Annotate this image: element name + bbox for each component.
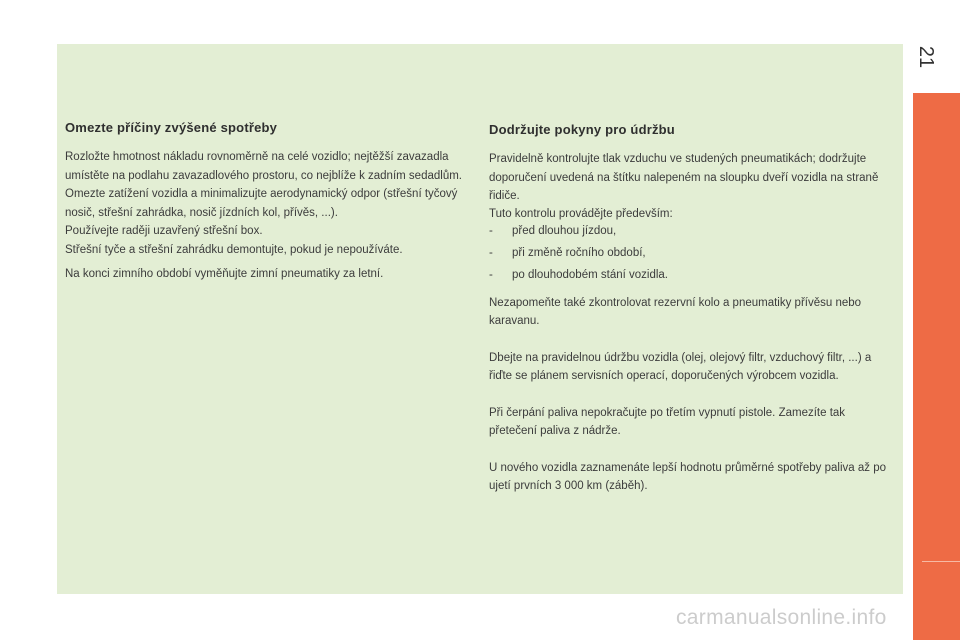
watermark: carmanualsonline.info xyxy=(676,606,887,629)
right-list-intro: Tuto kontrolu provádějte především: xyxy=(489,207,673,220)
dash-bullet: - xyxy=(489,246,493,259)
dash-bullet: - xyxy=(489,268,493,281)
right-heading: Dodržujte pokyny pro údržbu xyxy=(489,122,675,137)
check-list xyxy=(489,222,894,284)
left-heading: Omezte příčiny zvýšené spotřeby xyxy=(65,120,278,135)
right-paragraph: Dbejte na pravidelnou údržbu vozidla (olej, olejový filtr, vzduchový filtr, ...) a řiďte se plánem servisních operací, doporučených výrobcem vozidla. xyxy=(489,351,872,382)
page-number: 21 xyxy=(915,45,937,69)
left-paragraph: Používejte raději uzavřený střešní box. xyxy=(65,225,263,237)
right-paragraph: Nezapomeňte také zkontrolovat rezervní kolo a pneumatiky přívěsu nebo karavanu. xyxy=(489,296,862,327)
list-item: - před dlouhou jízdou, xyxy=(489,222,894,240)
right-intro: Pravidelně kontrolujte tlak vzduchu ve studených pneumatikách; dodržujte doporučení uvedená na štítku nalepeném na sloupku dveří vozidla na straně řidiče. xyxy=(489,153,879,202)
left-paragraph: Rozložte hmotnost nákladu rovnoměrně na celé vozidlo; nejtěžší zavazadla umístěte na podlahu zavazadlového prostoru, co nejblíže k zadním sedadlům. xyxy=(65,151,462,182)
list-item: - po dlouhodobém stání vozidla. xyxy=(489,266,894,284)
chapter-tab xyxy=(913,93,960,640)
right-paragraph: U nového vozidla zaznamenáte lepší hodnotu průměrné spotřeby paliva až po ujetí prvních 3 000 km (záběh). xyxy=(489,461,886,492)
left-paragraph: Střešní tyče a střešní zahrádku demontujte, pokud je nepoužíváte. xyxy=(65,243,403,256)
right-paragraph: Při čerpání paliva nepokračujte po třetím vypnutí pistole. Zamezíte tak přetečení paliva z nádrže. xyxy=(489,406,846,437)
dash-bullet: - xyxy=(489,224,493,237)
list-item: - při změně ročního období, xyxy=(489,244,894,262)
left-paragraph: Na konci zimního období vyměňujte zimní pneumatiky za letní. xyxy=(65,268,384,280)
left-paragraph: Omezte zatížení vozidla a minimalizujte aerodynamický odpor (střešní tyčový nosič, střešní zahrádka, nosič jízdních kol, přívěs, ...). xyxy=(65,188,458,219)
left-column xyxy=(65,120,475,284)
right-column xyxy=(489,122,894,496)
chapter-tab-divider xyxy=(922,561,960,562)
